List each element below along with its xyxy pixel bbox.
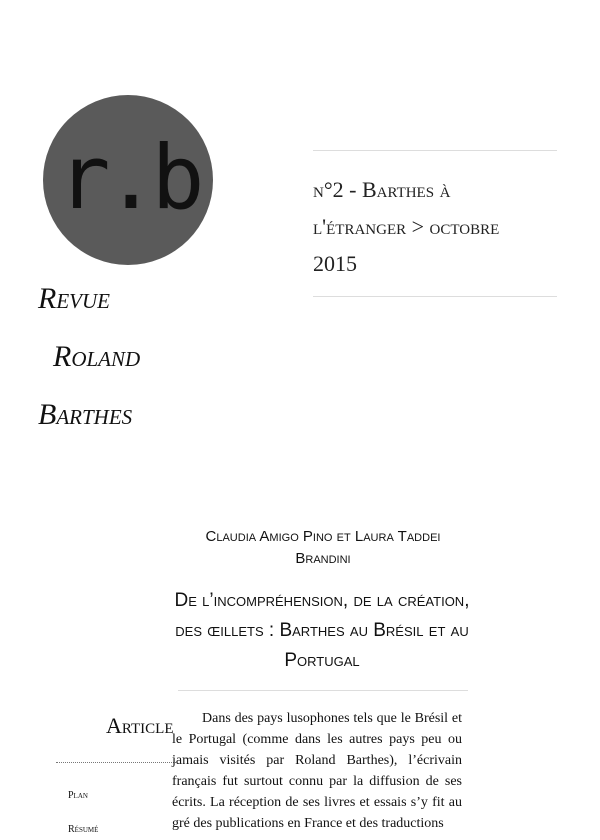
title-divider	[178, 690, 468, 691]
journal-logo[interactable]	[43, 95, 213, 265]
issue-link[interactable]	[313, 150, 557, 297]
toc-resume-link[interactable]: Résumé	[68, 824, 99, 835]
issue-line2: l'étranger > octobre	[313, 214, 500, 239]
section-label: Article	[106, 713, 174, 738]
toc-divider	[56, 762, 176, 763]
toc-plan-link[interactable]: Plan	[68, 790, 88, 801]
journal-name-line3: Barthes	[38, 398, 133, 431]
issue-line1: n°2 - Barthes à	[313, 177, 451, 202]
logo-text: r.b	[57, 126, 199, 229]
issue-line3: 2015	[313, 251, 357, 276]
article-authors: Claudia Amigo Pino et Laura Taddei Brandini	[205, 528, 441, 567]
journal-name-line2: Roland	[53, 340, 141, 373]
journal-name-line1: Revue	[38, 282, 110, 315]
journal-name[interactable]	[38, 270, 140, 444]
article-title: De l’incompréhension, de la création, des œillets : Barthes au Brésil et au Portugal	[174, 590, 470, 671]
article-body: Dans des pays lusophones tels que le Brésil et le Portugal (comme dans les autres pays peu ou jamais visités par Roland Barthes), l’écrivain français fut surtout connu par la diffusion de ses écrits. La réception de ses livres et essais s’y fit au gré des publications en France et des traductions	[172, 711, 462, 831]
